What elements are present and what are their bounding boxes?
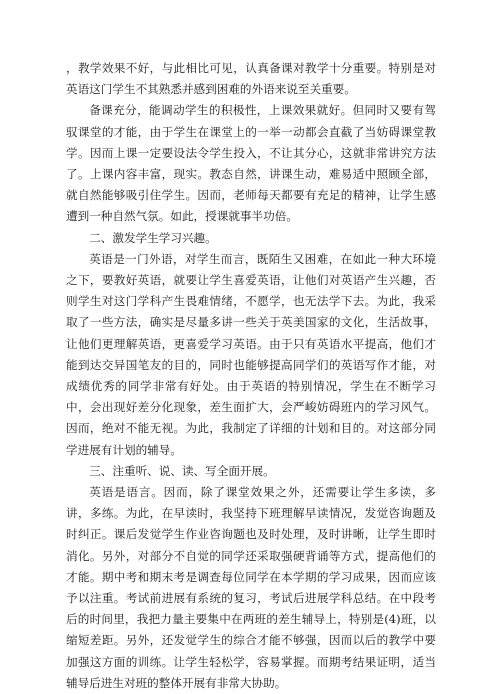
document-body: [66, 58, 436, 694]
section-heading-skills: 三、注重听、说、读、写全面开展。: [89, 463, 275, 478]
paragraph-interest: 英语是一门外语，对学生而言，既陌生又困难，在如此一种大环境之下，要教好英语，就要让学生喜爱英语，让他们对英语产生兴趣，否则学生对这门学科产生畏难情绪，不愿学，也无法学下去。为此，我采取了一些方法，确实是尽量多讲一些关于英美国家的文化，生活故事，让他们更理解英语，更喜爱学习英语。由于只有英语水平提高，他们才能到达交异国笔友的目的，同时也能够提高同学们的英语写作才能，对成绩优秀的同学非常有好处。由于英语的特别情况，学生在不断学习中，会出现好差分化现象，差生面扩大，会严峻妨碍班内的学习风气。因而，绝对不能无视。为此，我制定了详细的计划和目的。对这部分同学进展有计划的辅导。: [66, 251, 436, 457]
paragraph-skills: 英语是语言。因而，除了课堂效果之外，还需要让学生多读，多讲，多练。为此，在早读时，我坚持下班理解早读情况，发觉咨询题及时纠正。课后发觉学生作业咨询题也及时处理，及时讲晰，让学生即时消化。另外，对部分不自觉的同学还采取强硬背诵等方式，提高他们的才能。期中考和期末考是调查每位同学在本学期的学习成果，因而应该予以注重。考试前进展有系统的复习，考试后进展学科总结。在中段考后的时间里，我把力量主要集中在两班的差生辅导上，特别是(4)班，以缩短差距。另外，还发觉学生的综合才能不够强，因而以后的教学中要加强这方面的训练。让学生轻松学，容易掌握。而期考结果证明，适当辅导后进生对班的整体开展有非常大协助。: [66, 485, 436, 690]
section-heading-interest: 二、激发学生学习兴趣。: [89, 230, 217, 245]
paragraph-lesson-prep: 备课充分，能调动学生的积极性，上课效果就好。但同时又要有驾驭课堂的才能，由于学生在课堂上的一举一动都会直截了当妨碍课堂教学。因而上课一定要设法令学生投入，不让其分心，这就非常讲究方法了。上课内容丰富，现实。教态自然，讲课生动，难易适中照顾全部，就自然能够吸引住学生。因而，老师每天都要有充足的精神，让学生感遭到一种自然气氛。如此，授课就事半功倍。: [66, 103, 436, 224]
paragraph-continuation: ，教学效果不好，与此相比可见，认真备课对教学十分重要。特别是对英语这门学生不其熟悉并感到困难的外语来说至关重要。: [66, 61, 436, 97]
